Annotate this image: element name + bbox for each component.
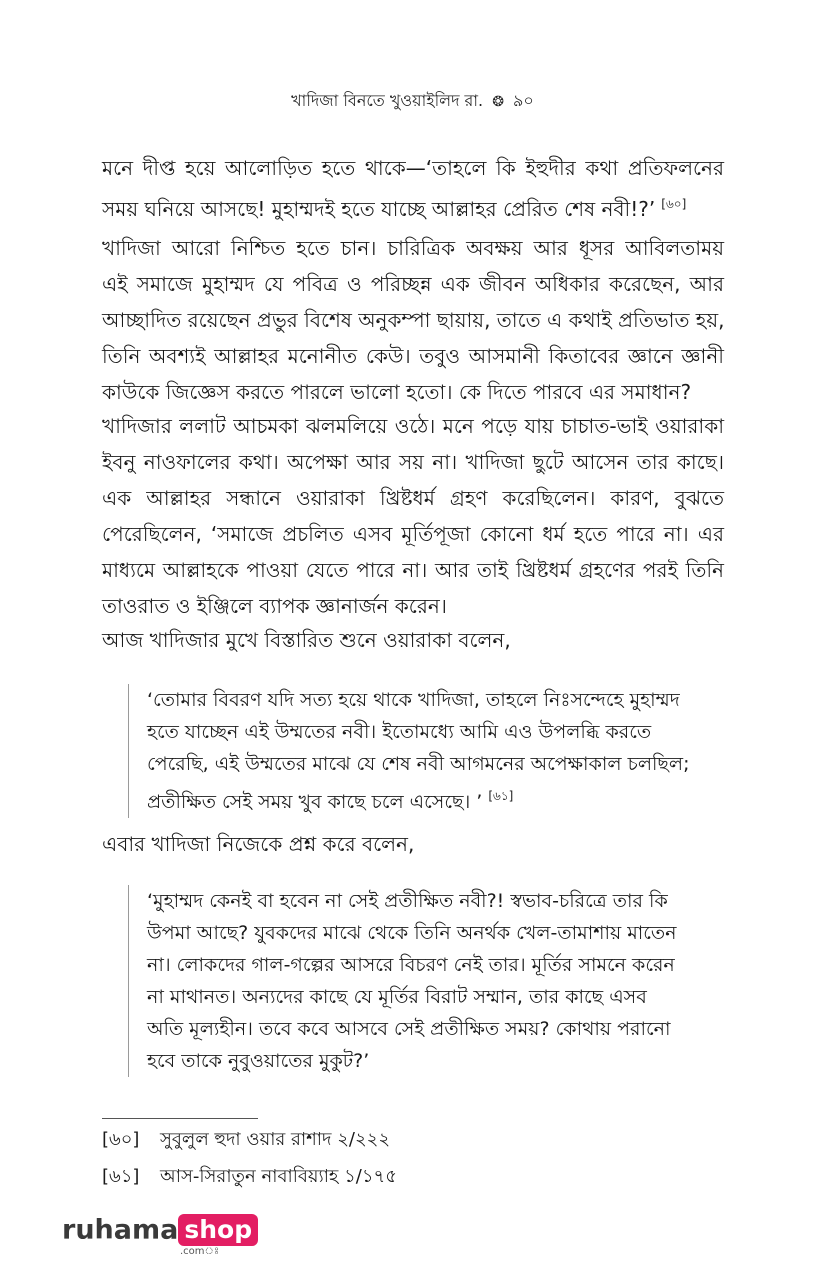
text-line: মাধ্যমে আল্লাহকে পাওয়া যেতে পারে না। আর তাই খ্রিষ্টধর্ম গ্রহণের পরই তিনি [102,558,724,582]
footnote-ref-61[interactable]: [৬১] [488,789,514,803]
blockquote-1 [128,684,713,818]
text-line: তাওরাত ও ইঞ্জিলে ব্যাপক জ্ঞানার্জন করেন। [102,594,447,618]
running-header [0,88,825,115]
footnote-60 [102,1128,390,1152]
footnote-text: সুবুলুল হুদা ওয়ার রাশাদ ২/২২২ [160,1129,391,1150]
paragraph-4 [102,622,724,658]
paragraph-5 [102,826,724,862]
text-line: খাদিজার ললাট আচমকা ঝলমলিয়ে ওঠে। মনে পড়ে যায় চাচাত-ভাই ওয়ারাকা [102,414,724,438]
ruhamashop-logo [62,1214,258,1257]
quote-line: না। লোকদের গাল-গল্পের আসরে বিচরণ নেই তার। মূর্তির সামনে করেন [147,954,675,976]
text-line: এবার খাদিজা নিজেকে প্রশ্ন করে বলেন, [102,832,415,856]
text-line: কাউকে জিজ্ঞেস করতে পারলে ভালো হতো। কে দিতে পারবে এর সমাধান? [102,380,692,404]
footnote-61 [102,1165,397,1189]
text-line: পেরেছিলেন, ‘সমাজে প্রচলিত এসব মূর্তিপূজা কোনো ধর্ম হতে পারে না। এর [102,522,724,546]
text-line: সময় ঘনিয়ে আসছে! মুহাম্মদই হতে যাচ্ছে আল্লাহর প্রেরিত শেষ নবী!?’ [৬০] [102,197,687,221]
text-line: ইবনু নাওফালের কথা। অপেক্ষা আর সয় না। খাদিজা ছুটে আসেন তার কাছে। [102,450,724,474]
quote-line: অতি মূল্যহীন। তবে কবে আসবে সেই প্রতীক্ষিত সময়? কোথায় পরানো [147,1018,671,1040]
quote-line: হবে তাকে নুবুওয়াতের মুকুট?’ [147,1050,370,1072]
logo-domain: .comঃ [180,1246,220,1257]
logo-text-ruhama: ruhama [62,1214,179,1246]
text-line: আচ্ছাদিত রয়েছেন প্রভুর বিশেষ অনুকম্পা ছায়ায়, তাতে এ কথাই প্রতিভাত হয়, [102,308,725,332]
text-line: এক আল্লাহর সন্ধানে ওয়ারাকা খ্রিষ্টধর্ম গ্রহণ করেছিলেন। কারণ, বুঝতে [102,486,724,510]
book-title: খাদিজা বিনতে খুওয়াইলিদ রা. [291,91,484,110]
quote-line: ‘তোমার বিবরণ যদি সত্য হয়ে থাকে খাদিজা, তাহলে নিঃসন্দেহে মুহাম্মদ [147,689,680,711]
footnote-ref-60[interactable]: [৬০] [661,197,687,211]
quote-line: প্রতীক্ষিত সেই সময় খুব কাছে চলে এসেছে। ’ [৬১] [147,789,514,813]
paragraph-3 [102,408,724,624]
ornament-icon: ❂ [492,94,504,110]
quote-line: হতে যাচ্ছেন এই উম্মতের নবী। ইতোমধ্যে আমি এও উপলব্ধি করতে [147,721,652,743]
quote-line: ‘মুহাম্মদ কেনই বা হবেন না সেই প্রতীক্ষিত নবী?! স্বভাব-চরিত্রে তার কি [147,890,668,912]
quote-line: পেরেছি, এই উম্মতের মাঝে যে শেষ নবী আগমনের অপেক্ষাকাল চলছিল; [147,753,690,775]
footnote-divider [102,1118,258,1119]
text-line: মনে দীপ্ত হয়ে আলোড়িত হতে থাকে—‘তাহলে কি ইহুদীর কথা প্রতিফলনের [102,156,724,180]
text-line: আজ খাদিজার মুখে বিস্তারিত শুনে ওয়ারাকা বলেন, [102,628,511,652]
quote-line: উপমা আছে? যুবকদের মাঝে থেকে তিনি অনর্থক খেল-তামাশায় মাতেন [147,922,677,944]
text-line: খাদিজা আরো নিশ্চিত হতে চান। চারিত্রিক অবক্ষয় আর ধূসর আবিলতাময় [102,236,724,260]
blockquote-2 [128,885,713,1077]
paragraph-1 [102,150,724,227]
footnote-number: [৬১] [102,1166,140,1187]
logo-text-shop: shop [178,1214,258,1246]
page-number: ৯০ [513,91,534,110]
footnote-number: [৬০] [102,1129,140,1150]
text-line: তিনি অবশ্যই আল্লাহর মনোনীত কেউ। তবুও আসমানী কিতাবের জ্ঞানে জ্ঞানী [102,344,724,368]
quote-line: না মাথানত। অন্যদের কাছে যে মূর্তির বিরাট সম্মান, তার কাছে এসব [147,986,647,1008]
paragraph-2 [102,230,724,410]
text-line: এই সমাজে মুহাম্মদ যে পবিত্র ও পরিচ্ছন্ন এক জীবন অধিকার করেছেন, আর [102,272,724,296]
footnote-text: আস-সিরাতুন নাবাবিয়্যাহ ১/১৭৫ [160,1166,397,1187]
